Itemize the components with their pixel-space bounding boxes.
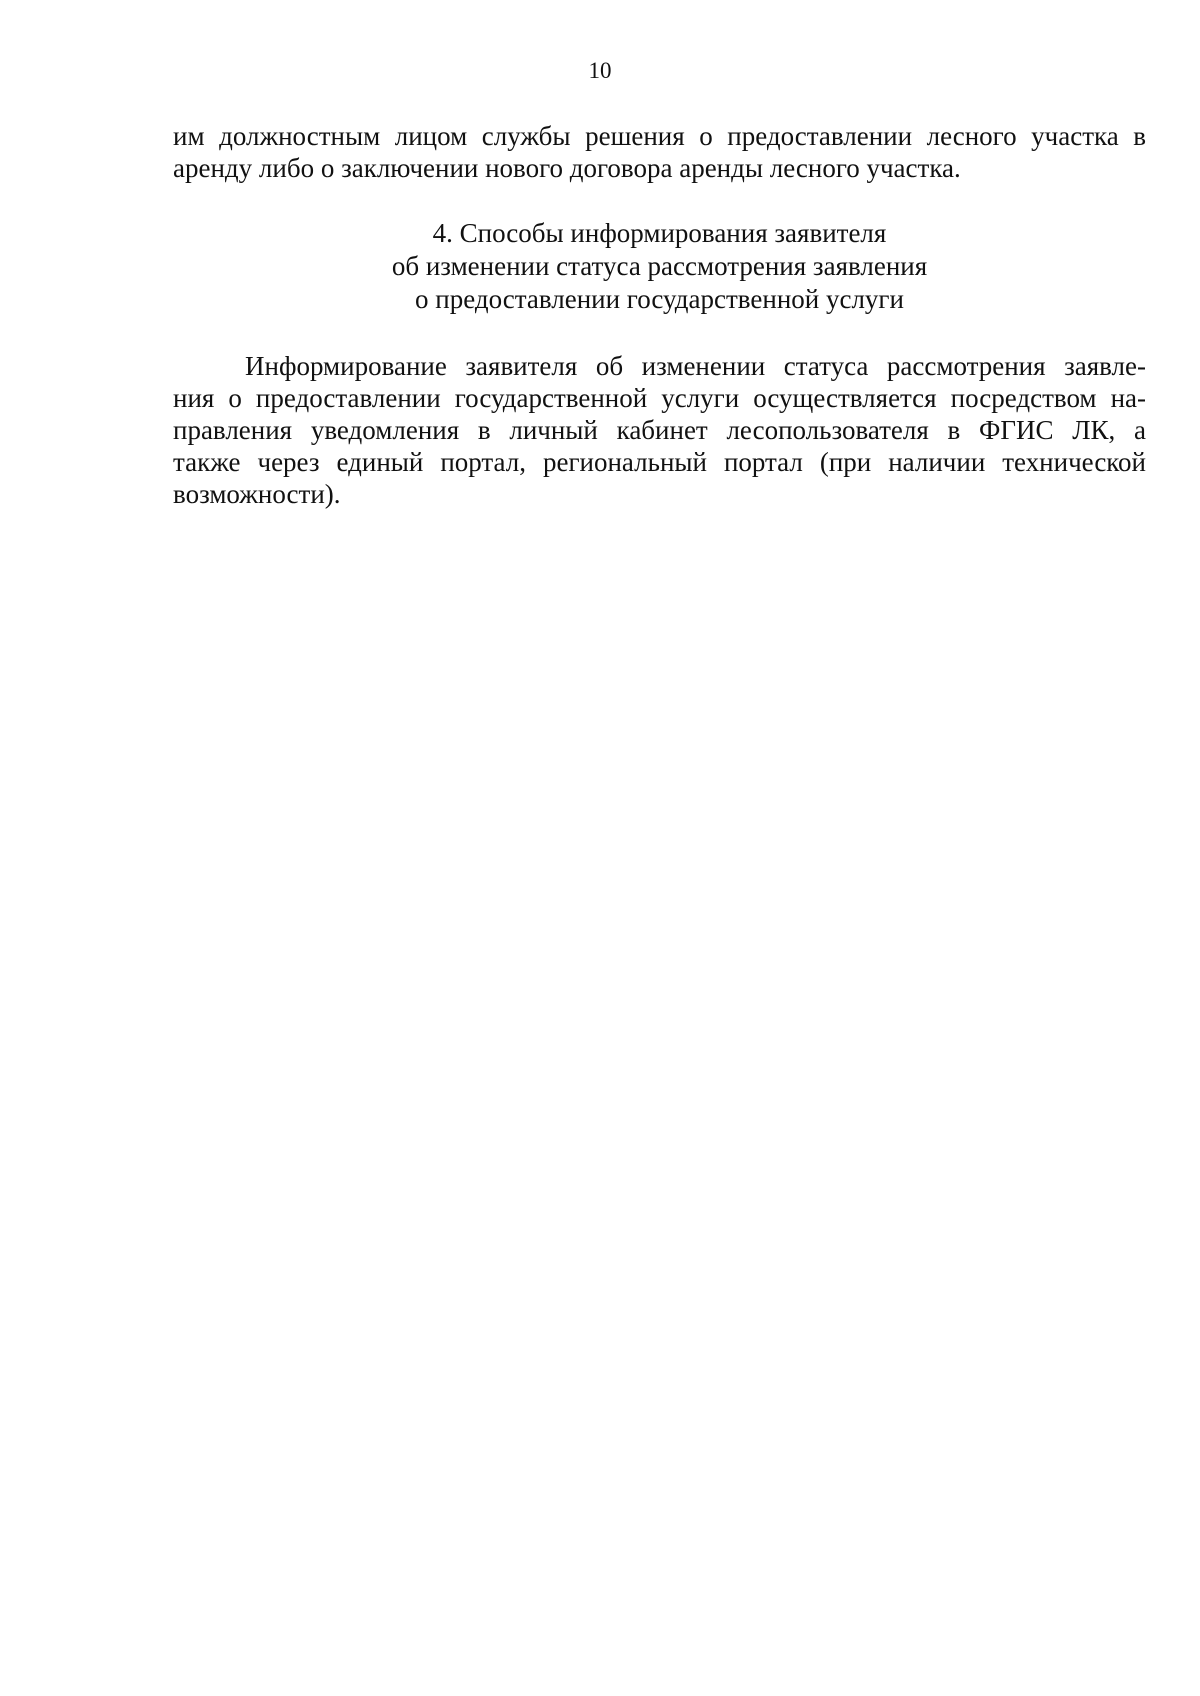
text-line: также через единый портал, региональный портал (при наличии технической bbox=[173, 447, 1146, 477]
heading-line: 4. Способы информирования заявителя bbox=[432, 218, 887, 248]
intro-paragraph bbox=[173, 120, 1146, 184]
text-line: возможности). bbox=[173, 479, 341, 509]
text-line: Информирование заявителя об изменении статуса рассмотрения заявле- bbox=[245, 351, 1146, 381]
text-line: ния о предоставлении государственной услуги осуществляется посредством на- bbox=[173, 383, 1146, 413]
heading-line: об изменении статуса рассмотрения заявления bbox=[391, 251, 928, 281]
text-line: аренду либо о заключении нового договора аренды лесного участка. bbox=[173, 153, 961, 183]
body-paragraph bbox=[173, 350, 1146, 510]
section-heading bbox=[173, 217, 1146, 316]
heading-line: о предоставлении государственной услуги bbox=[415, 284, 904, 314]
text-line: правления уведомления в личный кабинет лесопользователя в ФГИС ЛК, а bbox=[173, 415, 1146, 445]
text-line: им должностным лицом службы решения о предоставлении лесного участка в bbox=[173, 121, 1146, 151]
page-number: 10 bbox=[588, 58, 612, 83]
